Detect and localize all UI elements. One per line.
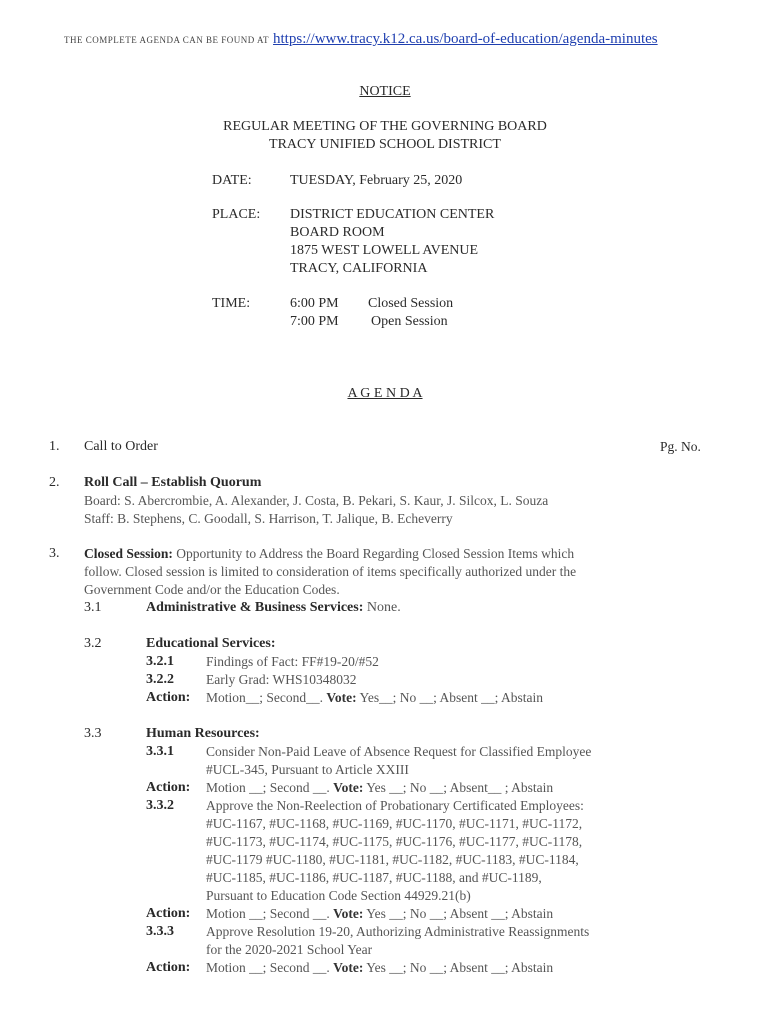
action-motion-1: Motion__; Second__. (206, 690, 323, 705)
section-3-3-2-line-5: #UC-1185, #UC-1186, #UC-1187, #UC-1188, and #UC-1189, (206, 870, 542, 885)
vote-label-2: Vote: (333, 780, 364, 795)
item-3-intro: Opportunity to Address the Board Regarding Closed Session Items which (172, 546, 575, 561)
title-line-2: TRACY UNIFIED SCHOOL DISTRICT (269, 137, 501, 152)
action-vote-3: Yes __; No __; Absent __; Abstain (363, 906, 554, 921)
action-motion-4: Motion __; Second __. (206, 960, 330, 975)
section-3-1-title: Administrative & Business Services: (146, 600, 364, 615)
section-3-3-1-number: 3.3.1 (146, 744, 174, 759)
board-members: Board: S. Abercrombie, A. Alexander, J. Costa, B. Pekari, S. Kaur, J. Silcox, L. Souza (84, 493, 549, 508)
item-3-line-1 (84, 546, 574, 562)
item-2-title: Roll Call – Establish Quorum (84, 475, 262, 490)
action-motion-3: Motion __; Second __. (206, 906, 330, 921)
place-line-2: BOARD ROOM (290, 225, 385, 240)
action-line-2 (206, 780, 553, 796)
item-2-number: 2. (49, 475, 60, 490)
section-3-3-3-line-2: for the 2020-2021 School Year (206, 942, 373, 957)
action-label-4: Action: (146, 960, 191, 975)
section-3-2-1-number: 3.2.1 (146, 654, 174, 669)
section-3-1-number: 3.1 (84, 600, 102, 615)
action-label-2: Action: (146, 780, 191, 795)
place-line-1: DISTRICT EDUCATION CENTER (290, 207, 495, 222)
action-label-3: Action: (146, 906, 191, 921)
time-2: 7:00 PM (290, 314, 339, 329)
section-3-3-2-line-1: Approve the Non-Reelection of Probationary Certificated Employees: (206, 798, 584, 813)
section-3-3-2-line-3: #UC-1173, #UC-1174, #UC-1175, #UC-1176, #UC-1177, #UC-1178, (206, 834, 583, 849)
date-value: TUESDAY, February 25, 2020 (290, 173, 463, 188)
time-1: 6:00 PM (290, 296, 339, 311)
item-3-number: 3. (49, 546, 60, 561)
page-number-heading: Pg. No. (660, 439, 701, 454)
date-label: DATE: (212, 173, 252, 188)
section-3-2-2-number: 3.2.2 (146, 672, 174, 687)
vote-label-3: Vote: (333, 906, 364, 921)
section-3-3-1-line-2: #UCL-345, Pursuant to Article XXIII (206, 762, 409, 777)
place-label: PLACE: (212, 207, 261, 222)
item-3-line-2: follow. Closed session is limited to consideration of items specifically authorized under the (84, 564, 577, 579)
section-3-2-2-text: Early Grad: WHS10348032 (206, 672, 357, 687)
action-vote-4: Yes __; No __; Absent __; Abstain (363, 960, 554, 975)
action-vote-2: Yes __; No __; Absent__ ; Abstain (363, 780, 554, 795)
section-3-1-value: None. (363, 600, 401, 615)
section-3-2-number: 3.2 (84, 636, 102, 651)
vote-label-4: Vote: (333, 960, 364, 975)
place-line-4: TRACY, CALIFORNIA (290, 261, 428, 276)
section-3-3-3-line-1: Approve Resolution 19-20, Authorizing Administrative Reassignments (206, 924, 590, 939)
section-3-3-title: Human Resources: (146, 726, 260, 741)
agenda-url-link[interactable]: https://www.tracy.k12.ca.us/board-of-education/agenda-minutes (273, 31, 658, 47)
agenda-heading: A G E N D A (347, 386, 423, 401)
section-3-3-2-line-2: #UC-1167, #UC-1168, #UC-1169, #UC-1170, #UC-1171, #UC-1172, (206, 816, 583, 831)
action-line-4 (206, 960, 553, 976)
vote-label-1: Vote: (326, 690, 357, 705)
time-1-desc: Closed Session (368, 296, 454, 311)
section-3-3-1-line-1: Consider Non-Paid Leave of Absence Request for Classified Employee (206, 744, 592, 759)
title-line-1: REGULAR MEETING OF THE GOVERNING BOARD (223, 119, 547, 134)
action-label-1: Action: (146, 690, 191, 705)
notice-heading: NOTICE (359, 84, 411, 99)
time-2-desc: Open Session (371, 314, 448, 329)
time-label: TIME: (212, 296, 251, 311)
item-1-number: 1. (49, 439, 60, 454)
section-3-3-2-number: 3.3.2 (146, 798, 174, 813)
action-vote-1: Yes__; No __; Absent __; Abstain (356, 690, 544, 705)
staff-members: Staff: B. Stephens, C. Goodall, S. Harrison, T. Jalique, B. Echeverry (84, 511, 453, 526)
item-3-title: Closed Session: (84, 546, 173, 561)
section-3-3-number: 3.3 (84, 726, 102, 741)
action-motion-2: Motion __; Second __. (206, 780, 330, 795)
section-3-3-2-line-6: Pursuant to Education Code Section 44929.21(b) (206, 888, 471, 903)
header-prefix: THE COMPLETE AGENDA CAN BE FOUND AT (64, 35, 270, 45)
action-line-3 (206, 906, 553, 922)
section-3-2-1-text: Findings of Fact: FF#19-20/#52 (206, 654, 379, 669)
section-3-3-2-line-4: #UC-1179 #UC-1180, #UC-1181, #UC-1182, #UC-1183, #UC-1184, (206, 852, 579, 867)
item-3-line-3: Government Code and/or the Education Codes. (84, 582, 340, 597)
section-3-2-title: Educational Services: (146, 636, 276, 651)
section-3-1-line (146, 600, 401, 616)
action-line-1 (206, 690, 543, 706)
place-line-3: 1875 WEST LOWELL AVENUE (290, 243, 479, 258)
header-line (64, 30, 658, 48)
section-3-3-3-number: 3.3.3 (146, 924, 174, 939)
item-1-title: Call to Order (84, 439, 158, 454)
